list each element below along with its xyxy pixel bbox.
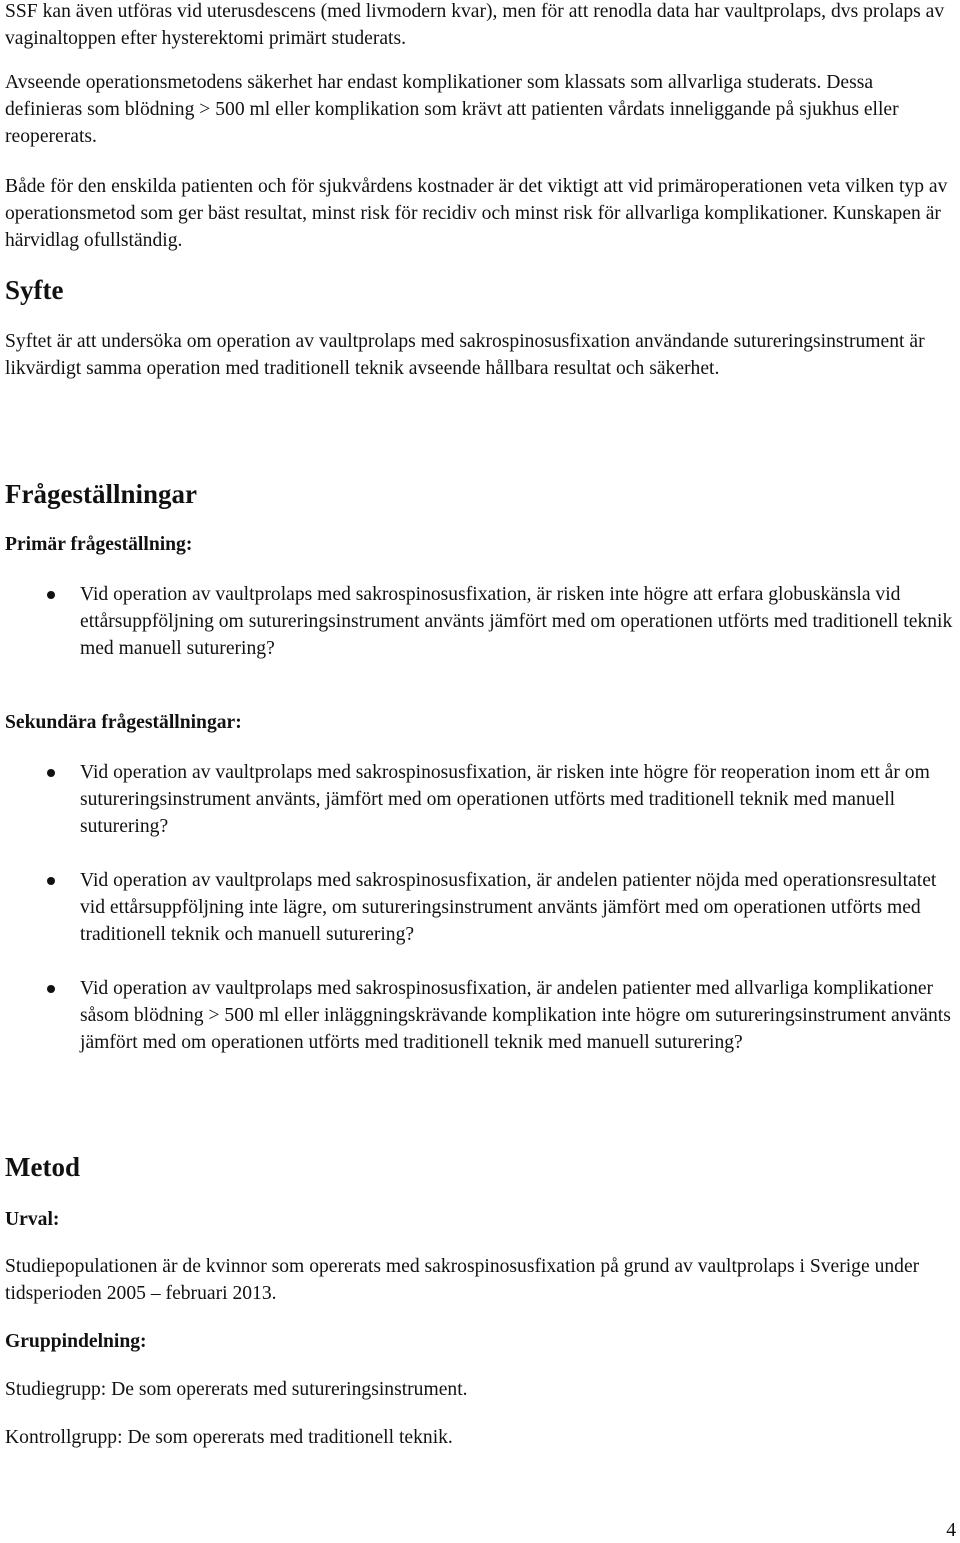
- metod-heading: Metod: [5, 1152, 80, 1182]
- list-item: [5, 581, 955, 662]
- bullet-icon: [47, 591, 55, 599]
- secondary-questions-heading: Sekundära frågeställningar:: [5, 712, 242, 733]
- syfte-heading: Syfte: [5, 275, 64, 305]
- kontrollgrupp-text: Kontrollgrupp: De som opererats med traditionell teknik.: [5, 1427, 453, 1448]
- list-item-text: Vid operation av vaultprolaps med sakrospinosusfixation, är andelen patienter med allvarliga komplikationer såsom blödning > 500 ml eller inläggningskrävande komplikation inte högre om sutureringsinstrument använts jämfört med om operationen utförts med traditionell teknik med manuell suturering?: [80, 978, 951, 1053]
- gruppindelning-heading: Gruppindelning:: [5, 1331, 147, 1352]
- bullet-icon: [47, 985, 55, 993]
- list-item: [5, 975, 955, 1056]
- urval-heading: Urval:: [5, 1209, 60, 1230]
- list-item-text: Vid operation av vaultprolaps med sakrospinosusfixation, är risken inte högre att erfara globuskänsla vid ettårsuppföljning om sutureringsinstrument använts jämfört med om operationen utförts med traditionell teknik med manuell suturering?: [80, 584, 953, 659]
- primary-question-heading: Primär frågeställning:: [5, 534, 193, 555]
- list-item: [5, 759, 955, 840]
- intro-paragraph-2: Avseende operationsmetodens säkerhet har endast komplikationer som klassats som allvarliga studerats. Dessa definieras som blödning > 500 ml eller komplikation som krävt att patienten vårdats inneliggande på sjukhus eller reopererats.: [5, 72, 899, 147]
- urval-text: Studiepopulationen är de kvinnor som opererats med sakrospinosusfixation på grund av vaultprolaps i Sverige under tidsperioden 2005 – februari 2013.: [5, 1256, 920, 1304]
- bullet-icon: [47, 769, 55, 777]
- secondary-question-list: [5, 759, 955, 1056]
- fragestallningar-heading: Frågeställningar: [5, 479, 197, 509]
- bullet-icon: [47, 877, 55, 885]
- intro-paragraph-1: SSF kan även utföras vid uterusdescens (med livmodern kvar), men för att renodla data har vaultprolaps, dvs prolaps av vaginaltoppen efter hysterektomi primärt studerats.: [5, 1, 945, 49]
- list-item-text: Vid operation av vaultprolaps med sakrospinosusfixation, är risken inte högre för reoperation inom ett år om sutureringsinstrument använts, jämfört med om operationen utförts med traditionell teknik med manuell suturering?: [80, 762, 930, 837]
- list-item: [5, 867, 955, 948]
- primary-question-list: [5, 581, 955, 662]
- studiegrupp-text: Studiegrupp: De som opererats med sutureringsinstrument.: [5, 1379, 468, 1400]
- page-number: 4: [946, 1520, 956, 1541]
- list-item-text: Vid operation av vaultprolaps med sakrospinosusfixation, är andelen patienter nöjda med operationsresultatet vid ettårsuppföljning inte lägre, om sutureringsinstrument använts jämfört med om operationen utförts med traditionell teknik och manuell suturering?: [80, 870, 937, 945]
- syfte-text: Syftet är att undersöka om operation av vaultprolaps med sakrospinosusfixation användande sutureringsinstrument är likvärdigt samma operation med traditionell teknik avseende hållbara resultat och säkerhet.: [5, 331, 925, 379]
- intro-paragraph-3: Både för den enskilda patienten och för sjukvårdens kostnader är det viktigt att vid primäroperationen veta vilken typ av operationsmetod som ger bäst resultat, minst risk för recidiv och minst risk för allvarliga komplikationer. Kunskapen är härvidlag ofullständig.: [5, 176, 948, 251]
